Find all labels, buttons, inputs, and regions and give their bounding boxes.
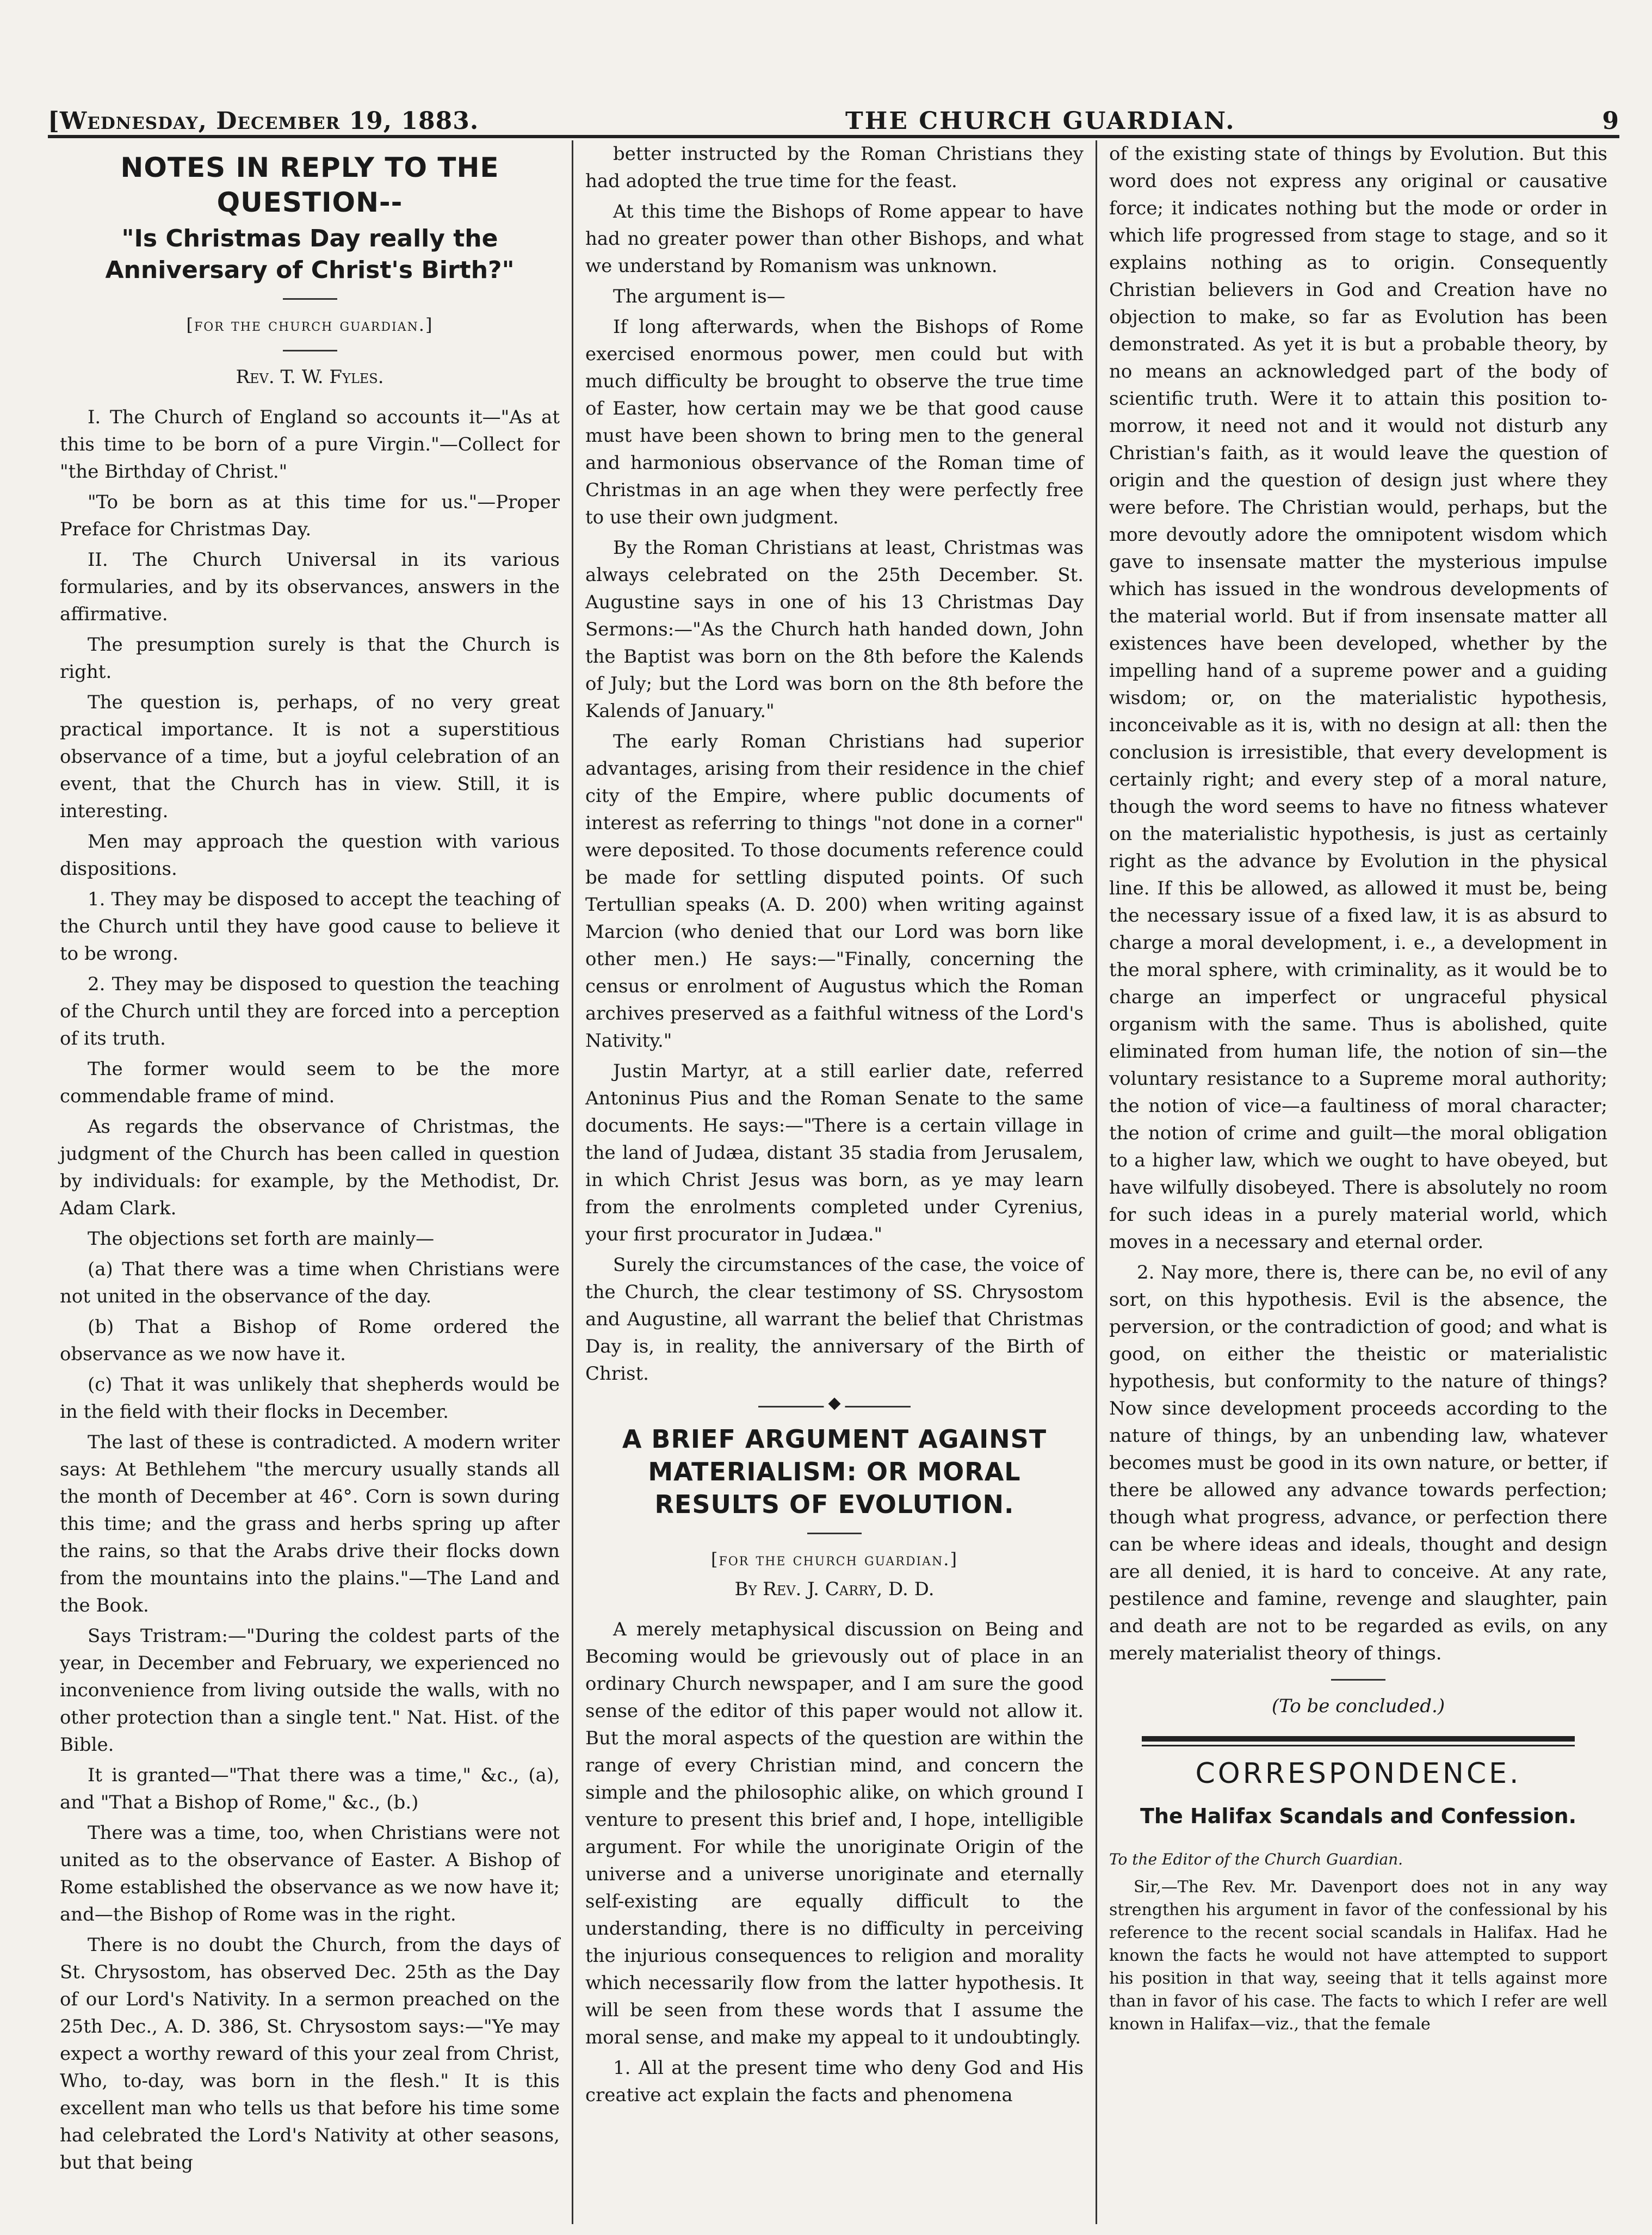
paragraph: (c) That it was unlikely that shepherds would be in the field with their flocks in December. [60,1374,560,1423]
paragraph: As regards the observance of Christmas, the judgment of the Church has been called in question by individuals: for example, by the Methodist, Dr. Adam Clark. [60,1116,560,1219]
to-be-concluded: (To be concluded.) [1271,1695,1445,1717]
brief-body-continued [1109,140,1607,1667]
paragraph: 1. They may be disposed to accept the teaching of the Church until they have good cause to believe it to be wrong. [60,888,560,965]
paragraph: At this time the Bishops of Rome appear to have had no greater power than other Bishops, and what we understand by Romanism was unknown. [585,201,1084,277]
paragraph: Sir,—The Rev. Mr. Davenport does not in any way strengthen his argument in favor of the confessional by his reference to the recent social scandals in Halifax. Had he known the facts he would not have attempted to support his position in that way, seeing that it tells against more than in favor of his case. The facts to which I refer are well known in Halifax—viz., that the female [1109,1878,1607,2034]
notes-author: Rev. T. W. Fyles. [236,366,384,388]
paragraph: "To be born as at this time for us."—Proper Preface for Christmas Day. [60,491,560,540]
paragraph: (b) That a Bishop of Rome ordered the observance as we now have it. [60,1316,560,1365]
paragraph: The last of these is contradicted. A modern writer says: At Bethlehem "the mercury usually stands all the month of December at 46°. Corn is sown during this time; and the grass and herbs spring up after the rains, so that the Arabs drive their flocks down from the mountains into the plains."—The Land and the Book. [60,1431,560,1616]
double-rule [1142,1736,1575,1746]
column-1 [48,140,572,2224]
paragraph: Men may approach the question with various dispositions. [60,831,560,880]
notes-for-line: [for the church guardian.] [186,314,434,335]
paragraph: Justin Martyr, at a still earlier date, referred Antoninus Pius and the Roman Senate to the same documents. He says:—"There is a certain village in the land of Judæa, distant 35 stadia from Jerusalem, in which Christ Jesus was born, as ye may learn from the enrolments completed under Cyrenius, your first procurator in Judæa." [585,1060,1084,1245]
paragraph: The early Roman Christians had superior advantages, arising from their residence in the chief city of the Empire, where public documents of interest as referring to things "not done in a corner" were deposited. To those documents reference could be made for settling disputed points. Of such Tertullian speaks (A. D. 200) when writing against Marcion (who denied that our Lord was born like other men.) He says:—"Finally, concerning the census or enrolment of Augustus which the Roman archives preserved as a faithful witness of the Lord's Nativity." [585,731,1084,1052]
paragraph: Says Tristram:—"During the coldest parts of the year, in December and February, we experienced no inconvenience from living outside the walls, with no other protection than a single tent." Nat. Hist. of the Bible. [60,1625,560,1756]
rule [1331,1679,1385,1681]
paragraph: The former would seem to be the more commendable frame of mind. [60,1058,560,1107]
paragraph: There is no doubt the Church, from the days of St. Chrysostom, has observed Dec. 25th as the Day of our Lord's Nativity. In a sermon preached on the 25th Dec., A. D. 386, St. Chrysostom says:—"Ye may expect a worthy reward of this your zeal from Christ, Who, to-day, was born in the flesh." It is this excellent man who tells us that before his time some had celebrated the Lord's Nativity at other seasons, but that being [60,1934,560,2174]
issue-date: [Wednesday, December 19, 1883. [48,107,479,135]
paper-title: THE CHURCH GUARDIAN. [845,107,1236,135]
paragraph: It is granted—"That there was a time," &c., (a), and "That a Bishop of Rome," &c., (b.) [60,1764,560,1813]
paragraph: I. The Church of England so accounts it—"As at this time to be born of a pure Virgin."—Collect for "the Birthday of Christ." [60,406,560,483]
section-divider [758,1406,911,1407]
paragraph: 2. Nay more, there is, there can be, no evil of any sort, on this hypothesis. Evil is the absence, the perversion, or the contradiction of good; and what is good, on either the theistic or materialistic hypothesis, but conformity to the nature of things? Now since development proceeds according to the nature of things, by an unbending law, whatever becomes must be good in its own nature, or better, if there be allowed any advance towards perfection; though what progress, advance, or perfection there can be where ideas and ideals, thought and design are all denied, it is hard to conceive. At any rate, pestilence and famine, revenge and slaughter, pain and death are not to be regarded as evils, on any merely materialist theory of things. [1109,1262,1607,1664]
paragraph: The argument is— [613,286,785,307]
rule [283,298,337,300]
paragraph: The question is, perhaps, of no very great practical importance. It is not a superstitious observance of a time, but a joyful celebration of an event, that the Church has in view. Still, it is interesting. [60,692,560,822]
correspondence-subheading: The Halifax Scandals and Confession. [1140,1804,1577,1828]
column-3 [1096,140,1619,2224]
paragraph: If long afterwards, when the Bishops of Rome exercised enormous power, men could but with much difficulty be brought to observe the true time of Easter, how certain may we be that good cause must have been shown to bring men to the general and harmonious observance of the Roman time of Christmas in an age when they were perfectly free to use their own judgment. [585,316,1084,528]
brief-author: By Rev. J. Carry, D. D. [734,1578,935,1600]
correspondence-heading: CORRESPONDENCE. [1195,1757,1521,1790]
page-number: 9 [1602,107,1619,135]
brief-for-line: [for the church guardian.] [711,1549,958,1570]
paragraph: II. The Church Universal in its various formularies, and by its observances, answers in the affirmative. [60,549,560,625]
correspondence-body [1109,1876,1607,2036]
rule [807,1533,862,1534]
notes-body-continued [585,140,1084,1387]
paragraph: By the Roman Christians at least, Christmas was always celebrated on the 25th December. St. Augustine says in one of his 13 Christmas Day Sermons:—"As the Church hath handed down, John the Baptist was born on the 8th before the Kalends of July; but the Lord was born on the 8th before the Kalends of January." [585,537,1084,722]
to-the-editor: To the Editor of the Church Guardian. [1109,1850,1403,1868]
paragraph: The objections set forth are mainly— [88,1228,435,1250]
masthead [48,97,1619,138]
brief-title: A BRIEF ARGUMENT AGAINST MATERIALISM: OR MORAL RESULTS OF EVOLUTION. [622,1424,1047,1519]
rule [283,350,337,351]
paragraph: The presumption surely is that the Church is right. [60,634,560,683]
notes-title: NOTES IN REPLY TO THE QUESTION-- [120,152,499,218]
paragraph: Surely the circumstances of the case, the voice of the Church, the clear testimony of SS. Chrysostom and Augustine, all warrant the belief that Christmas Day is, in reality, the anniversary of the Birth of Christ. [585,1254,1084,1385]
columns [48,140,1619,2224]
notes-subtitle: "Is Christmas Day really the Anniversary of Christ's Birth?" [105,225,515,284]
paragraph: A merely metaphysical discussion on Being and Becoming would be grievously out of place in an ordinary Church newspaper, and I am sure the good sense of the editor of this paper would not allow it. But the moral aspects of the question are within the range of every Christian mind, and concern the simple and the philosophic alike, on which ground I venture to present this brief and, I hope, intelligible argument. For while the unoriginate Origin of the universe and a universe unoriginate and eternally self-existing are equally difficult to the understanding, there is no difficulty in perceiving the injurious consequences to religion and morality which necessarily flow from the latter hypothesis. It will be seen from these words that I assume the moral sense, and make my appeal to it undoubtingly. [585,1619,1084,2048]
paragraph: There was a time, too, when Christians were not united as to the observance of Easter. A Bishop of Rome established the observance as we now have it; and—the Bishop of Rome was in the right. [60,1822,560,1925]
column-2 [572,140,1096,2224]
paragraph: 2. They may be disposed to question the teaching of the Church until they are forced into a perception of its truth. [60,973,560,1049]
notes-body [60,404,560,2176]
paragraph: (a) That there was a time when Christians were not united in the observance of the day. [60,1258,560,1307]
brief-body [585,1616,1084,2109]
paragraph: better instructed by the Roman Christians they had adopted the true time for the feast. [585,143,1084,192]
paragraph: of the existing state of things by Evolution. But this word does not express any original or causative force; it indicates nothing but the mode or order in which life progressed from stage to stage, and so it explains nothing as to origin. Consequently Christian believers in God and Creation have no objection to make, so far as Evolution has been demonstrated. As yet it is but a probable theory, by no means an acknowledged part of the body of scientific truth. Were it to attain this position to-morrow, it need not and it would not disturb any Christian's faith, as it would leave the question of origin and the question of design just where they were before. The Christian would, perhaps, but the more devoutly adore the omnipotent wisdom which gave to insensate matter the mysterious impulse which has issued in the wondrous developments of the material world. But if from insensate matter all existences have been developed, whether by the impelling hand of a supreme power and a guiding wisdom; or, on the materialistic hypothesis, inconceivable as it is, with no design at all: then the conclusion is irresistible, that every development is certainly right; and every step of a moral nature, though the word seems to have no fitness whatever on the materialistic hypothesis, is just as certainly right as the advance by Evolution in the physical line. If this be allowed, as allowed it must be, being the necessary issue of a fixed law, it is as absurd to charge a moral development, i. e., a development in the moral sphere, with criminality, as it would be to charge an imperfect or ungraceful physical organism with the same. Thus is abolished, quite eliminated from human life, the notion of sin—the voluntary resistance to a Supreme moral authority; the notion of vice—a faultiness of moral character; the notion of crime and guilt—the moral obligation to a higher law, which we ought to have obeyed, but have wilfully disobeyed. There is absolutely no room for such ideas in a purely material world, which moves in a necessary and eternal order. [1109,143,1607,1253]
paragraph: 1. All at the present time who deny God and His creative act explain the facts and phenomena [585,2057,1084,2106]
